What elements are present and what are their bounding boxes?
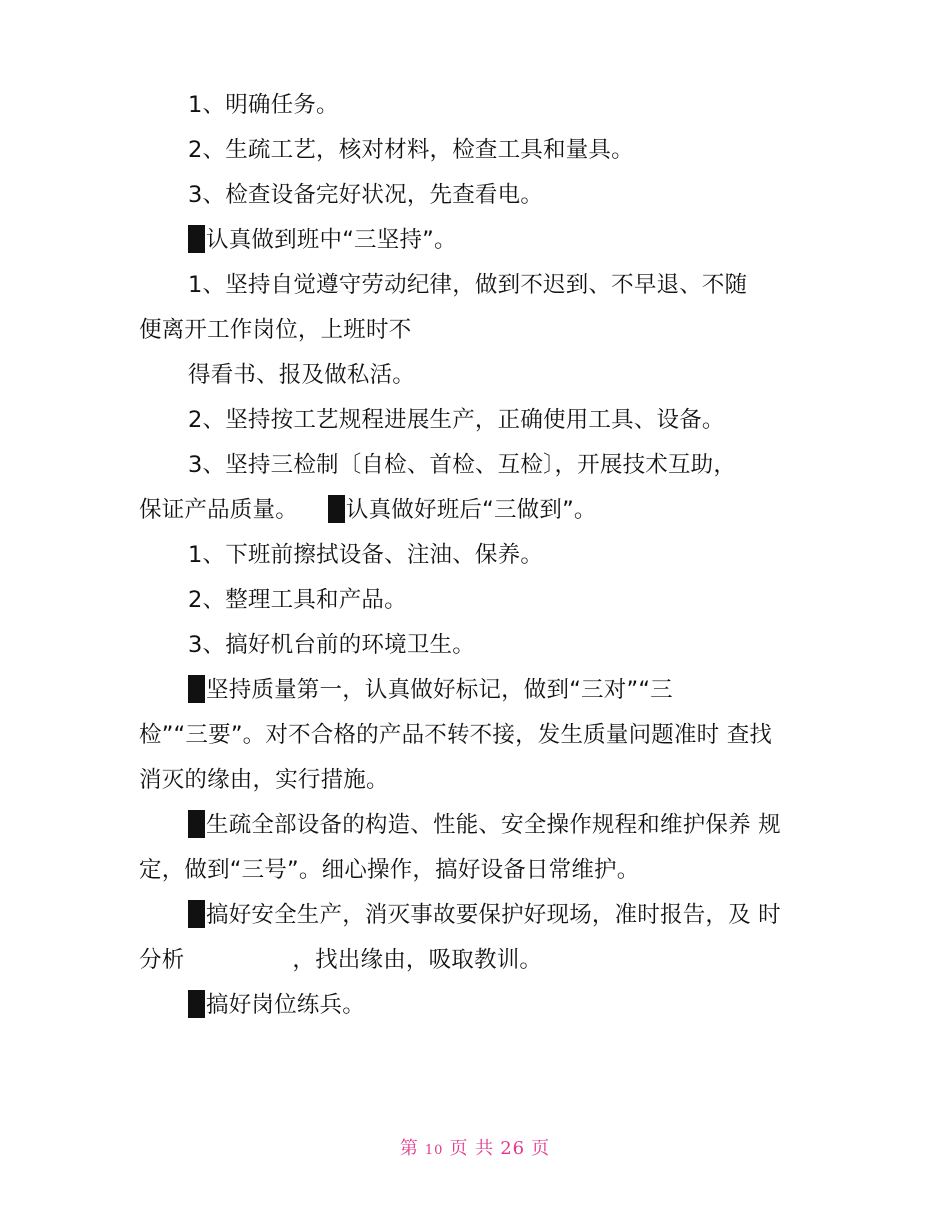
- section-heading: 坚持质量第一，认真做好标记，做到“三对”“三: [188, 675, 673, 705]
- bullet-marker: [188, 810, 205, 838]
- list-item-continuation: 便离开工作岗位，上班时不: [139, 317, 412, 343]
- section-heading: 生疏全部设备的构造、性能、安全操作规程和维护保养 规: [188, 810, 781, 840]
- bullet-marker: [188, 675, 205, 703]
- bullet-marker: [188, 990, 205, 1018]
- section-heading: 搞好安全生产，消灭事故要保护好现场，准时报告，及 时: [188, 900, 781, 930]
- total-pages: 26: [500, 1138, 526, 1159]
- section-heading: 认真做好班后“三做到”。: [345, 497, 597, 523]
- list-item: 3、搞好机台前的环境卫生。: [188, 632, 475, 658]
- footer-prefix: 第: [399, 1138, 419, 1159]
- paragraph-continuation: 检”“三要”。对不合格的产品不转不接，发生质量问题准时 查找: [139, 722, 773, 748]
- list-item: 1、坚持自觉遵守劳动纪律，做到不迟到、不早退、不随: [188, 272, 748, 298]
- section-heading: 认真做到班中“三坚持”。: [188, 225, 457, 255]
- bullet-marker: [188, 225, 205, 253]
- list-item: 3、坚持三检制〔自检、首检、互检〕，开展技术互助，: [188, 452, 737, 478]
- footer-suffix: 页: [531, 1138, 551, 1159]
- bullet-marker: [188, 900, 205, 928]
- bullet-marker: [328, 495, 345, 523]
- list-item: 2、整理工具和产品。: [188, 587, 407, 613]
- paragraph-continuation: 消灭的缘由，实行措施。: [139, 767, 389, 793]
- list-item: 1、明确任务。: [188, 92, 339, 118]
- list-item-continuation: 得看书、报及做私活。: [188, 362, 416, 388]
- list-item: 1、下班前擦拭设备、注油、保养。: [188, 542, 544, 568]
- list-item-continuation: 保证产品质量。 认真做好班后“三做到”。: [139, 497, 597, 523]
- paragraph-continuation: 定，做到“三号”。细心操作，搞好设备日常维护。: [139, 857, 640, 883]
- section-heading: 搞好岗位练兵。: [188, 990, 365, 1020]
- page-number: 10: [424, 1143, 444, 1158]
- list-item: 2、生疏工艺，核对材料，检查工具和量具。: [188, 137, 634, 163]
- list-item: 3、检查设备完好状况，先查看电。: [188, 182, 544, 208]
- footer-middle: 页 共: [449, 1138, 495, 1159]
- page-footer: [0, 1134, 950, 1160]
- paragraph-continuation: 分析 ，找出缘由，吸取教训。: [139, 947, 543, 973]
- list-item: 2、坚持按工艺规程进展生产，正确使用工具、设备。: [188, 407, 725, 433]
